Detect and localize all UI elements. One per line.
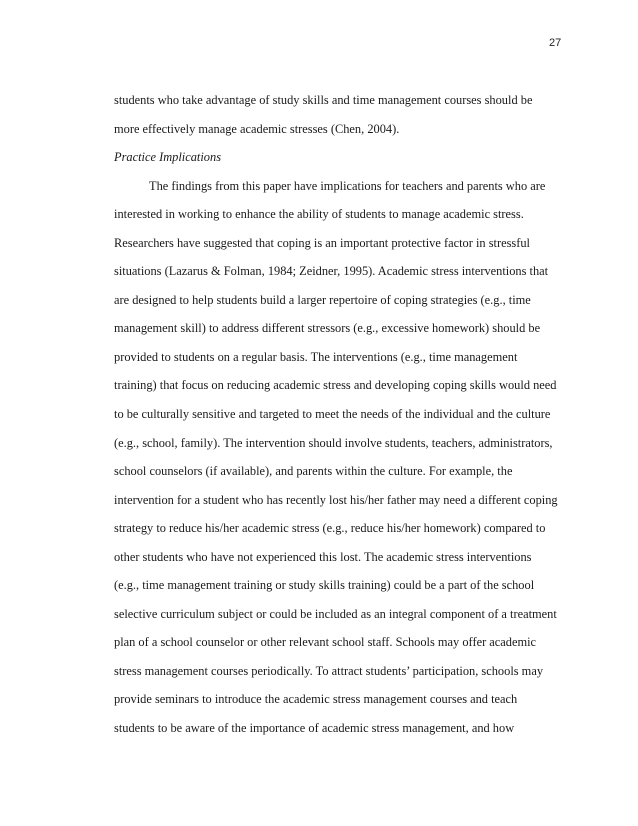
body-line: plan of a school counselor or other relevant school staff. Schools may offer academic [114,635,537,649]
body-line: provided to students on a regular basis. The interventions (e.g., time management [114,350,518,364]
body-line: more effectively manage academic stresses (Chen, 2004). [114,122,400,136]
body-line: situations (Lazarus & Folman, 1984; Zeidner, 1995). Academic stress interventions that [114,264,549,278]
section-heading: Practice Implications [114,150,222,164]
body-line: intervention for a student who has recently lost his/her father may need a different coping [114,493,558,507]
body-line: students to be aware of the importance of academic stress management, and how [114,721,515,735]
body-line: other students who have not experienced this lost. The academic stress interventions [114,550,532,564]
body-line: (e.g., time management training or study skills training) could be a part of the school [114,578,535,592]
body-line: stress management courses periodically. To attract students’ participation, schools may [114,664,544,678]
body-line: are designed to help students build a larger repertoire of coping strategies (e.g., time [114,293,531,307]
body-line: to be culturally sensitive and targeted to meet the needs of the individual and the culture [114,407,551,421]
body-line: (e.g., school, family). The intervention should involve students, teachers, administrators, [114,436,553,450]
body-line: students who take advantage of study skills and time management courses should be [114,93,533,107]
body-line: The findings from this paper have implications for teachers and parents who are [149,179,546,193]
page-number: 27 [549,37,562,49]
body-line: school counselors (if available), and parents within the culture. For example, the [114,464,513,478]
body-line: interested in working to enhance the ability of students to manage academic stress. [114,207,524,221]
body-line: management skill) to address different stressors (e.g., excessive homework) should be [114,321,541,335]
body-line: training) that focus on reducing academic stress and developing coping skills would need [114,378,557,392]
body-line: strategy to reduce his/her academic stress (e.g., reduce his/her homework) compared to [114,521,546,535]
body-line: Researchers have suggested that coping is an important protective factor in stressful [114,236,530,250]
body-line: selective curriculum subject or could be included as an integral component of a treatment [114,607,557,621]
body-line: provide seminars to introduce the academic stress management courses and teach [114,692,518,706]
